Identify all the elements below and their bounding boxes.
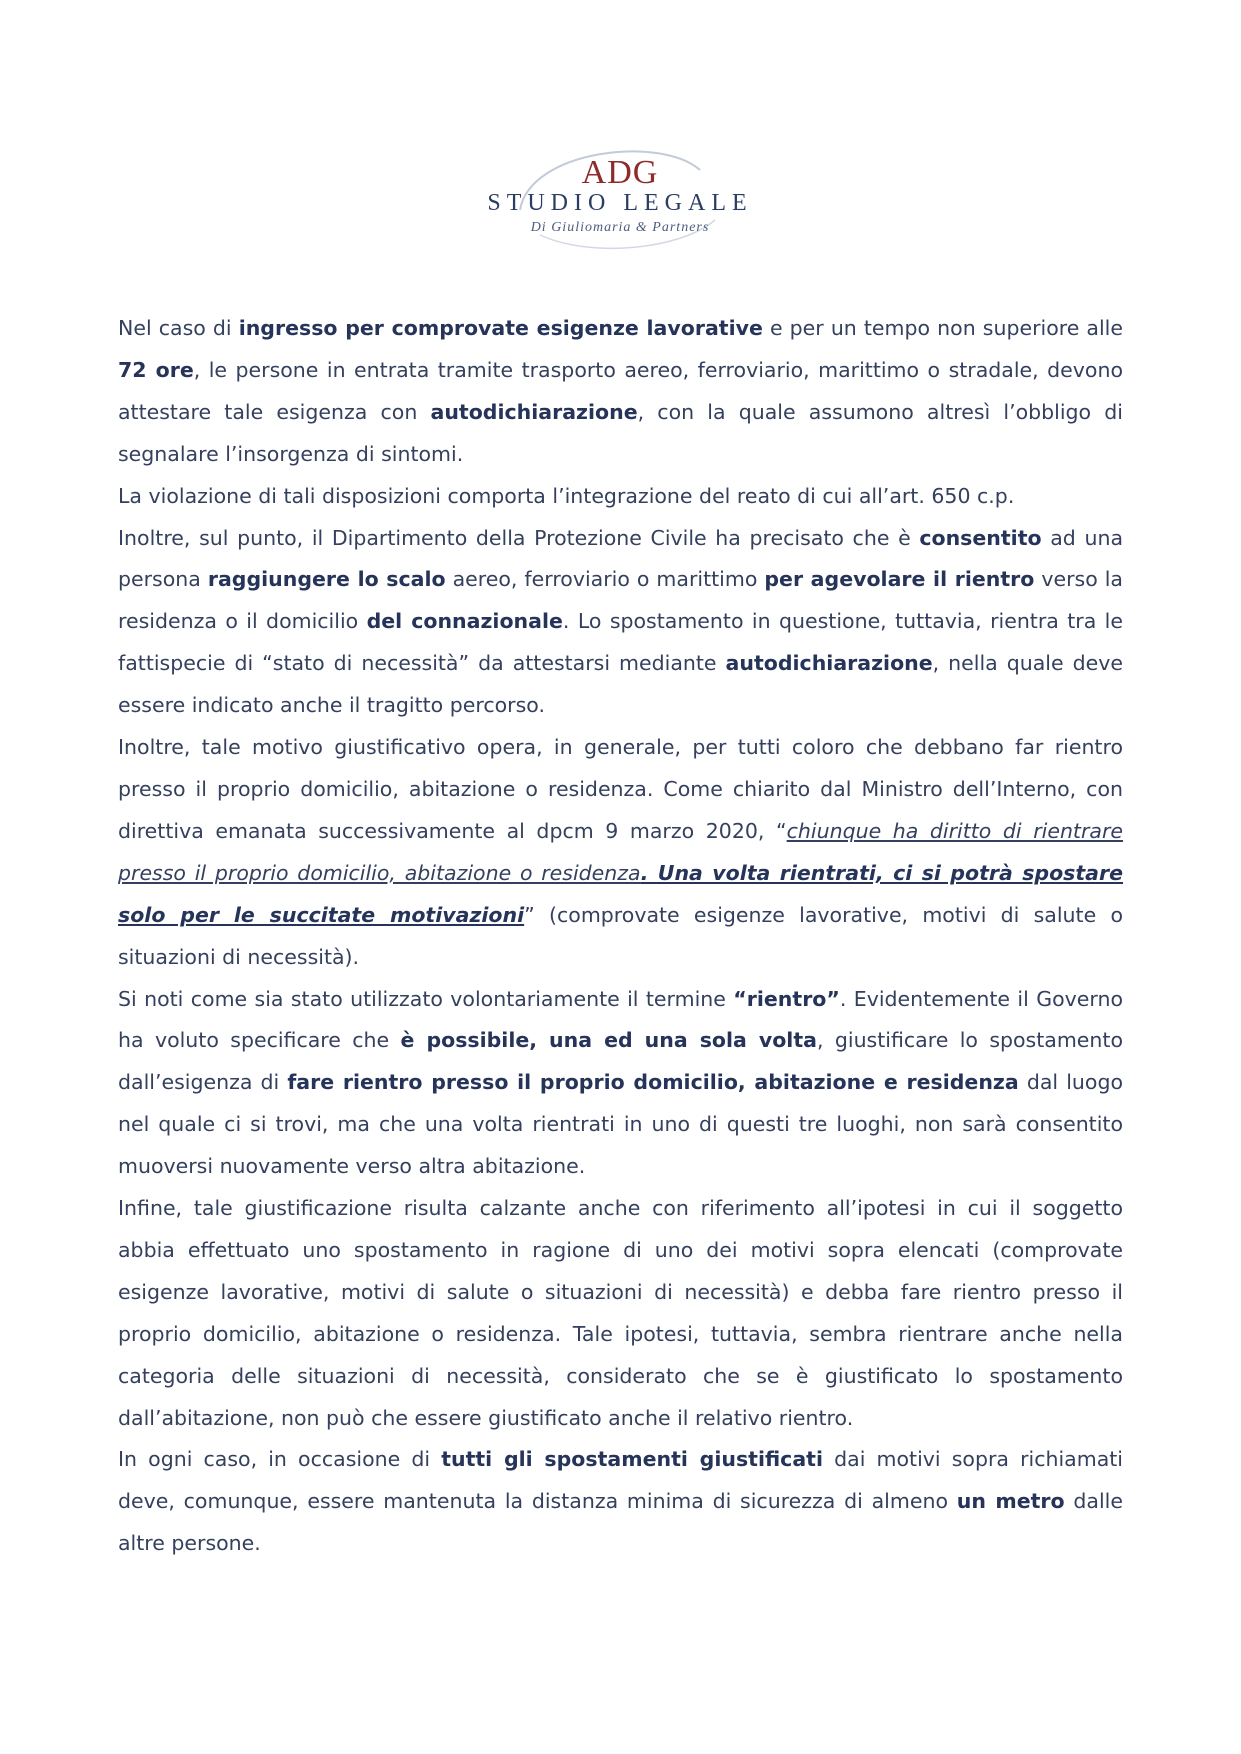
quoted-bold-underlined-text: . Una volta rientrati, ci si potrà spostare solo per le succitate motivazioni bbox=[118, 860, 1124, 927]
text: e per un tempo non superiore alle bbox=[762, 316, 1123, 340]
bold-text: “rientro” bbox=[733, 986, 840, 1011]
bold-text: per agevolare il rientro bbox=[764, 567, 1035, 592]
paragraph-1 bbox=[118, 308, 1123, 476]
bold-text: raggiungere lo scalo bbox=[207, 567, 446, 592]
text: Nel caso di bbox=[118, 316, 239, 340]
bold-text: fare rientro presso il proprio domicilio, abitazione e residenza bbox=[287, 1070, 1019, 1095]
paragraph-4 bbox=[118, 727, 1123, 978]
text: , con la quale assumono altresì l’obbligo di segnalare l’insorgenza di sintomi. bbox=[118, 399, 1123, 466]
bold-text: tutti gli spostamenti giustificati bbox=[441, 1447, 823, 1472]
paragraph-2: La violazione di tali disposizioni comporta l’integrazione del reato di cui all’art. 650 c.p. bbox=[118, 483, 1015, 508]
bold-text: è possibile, una ed una sola volta bbox=[400, 1028, 817, 1053]
text: . Evidentemente il Governo ha voluto specificare che bbox=[118, 986, 1123, 1053]
text: Si noti come sia stato utilizzato volontariamente il termine bbox=[118, 986, 734, 1011]
text: Inoltre, tale motivo giustificativo opera, in generale, per tutti coloro che debbano far rientro presso il proprio domicilio, abitazione o residenza. Come chiarito dal Ministro dell’Interno, con direttiva emanata successivamente al dpcm 9 marzo 2020, “ bbox=[118, 735, 1123, 843]
logo-firm-name: STUDIO LEGALE bbox=[487, 190, 753, 216]
firm-logo bbox=[460, 140, 780, 260]
text: aereo, ferroviario o marittimo bbox=[445, 567, 765, 592]
logo-initials: ADG bbox=[581, 154, 659, 191]
paragraph-7 bbox=[118, 1439, 1123, 1565]
bold-text: consentito bbox=[919, 525, 1042, 550]
text: dal luogo nel quale ci si trovi, ma che una volta rientrati in uno di questi tre luoghi, non sarà consentito muoversi nuovamente verso altra abitazione. bbox=[118, 1070, 1123, 1179]
text: dai motivi sopra richiamati deve, comunque, essere mantenuta la distanza minima di sicurezza di almeno bbox=[118, 1447, 1123, 1514]
bold-text: autodichiarazione bbox=[430, 399, 638, 424]
text: dalle altre persone. bbox=[118, 1489, 1123, 1556]
paragraph-6: Infine, tale giustificazione risulta calzante anche con riferimento all’ipotesi in cui il soggetto abbia effettuato uno spostamento in ragione di uno dei motivi sopra elencati (comprovate esigenze lavorative, motivi di salute o situazioni di necessità) e debba fare rientro presso il proprio domicilio, abitazione o residenza. Tale ipotesi, tuttavia, sembra rientrare anche nella categoria delle situazioni di necessità, considerato che se è giustificato lo spostamento dall’abitazione, non può che essere giustificato anche il relativo rientro. bbox=[118, 1196, 1123, 1430]
bold-text: ingresso per comprovate esigenze lavorative bbox=[238, 316, 763, 340]
text: Inoltre, sul punto, il Dipartimento della Protezione Civile ha precisato che è bbox=[118, 525, 920, 550]
paragraph-3 bbox=[118, 518, 1123, 728]
text: ” (comprovate esigenze lavorative, motivi di salute o situazioni di necessità). bbox=[118, 902, 1123, 969]
text: . Lo spostamento in questione, tuttavia, rientra tra le fattispecie di “stato di necessità” da attestarsi mediante bbox=[118, 609, 1123, 676]
text: In ogni caso, in occasione di bbox=[118, 1447, 442, 1472]
document-body bbox=[118, 308, 1123, 1565]
text: ad una persona bbox=[118, 525, 1124, 592]
quoted-underlined-text: chiunque ha diritto di rientrare presso il proprio domicilio, abitazione o residenza bbox=[118, 818, 1124, 885]
paragraph-5 bbox=[118, 979, 1123, 1189]
text: , giustificare lo spostamento dall’esigenza di bbox=[118, 1028, 1123, 1095]
text: , nella quale deve essere indicato anche il tragitto percorso. bbox=[118, 651, 1123, 718]
text: , le persone in entrata tramite trasporto aereo, ferroviario, marittimo o stradale, devono attestare tale esigenza con bbox=[118, 357, 1123, 424]
bold-text: un metro bbox=[956, 1489, 1065, 1514]
text: verso la residenza o il domicilio bbox=[118, 567, 1123, 634]
bold-text: del connazionale bbox=[366, 609, 563, 634]
logo-tagline: Di Giuliomaria & Partners bbox=[530, 220, 710, 235]
bold-text: 72 ore bbox=[118, 357, 194, 382]
bold-text: autodichiarazione bbox=[725, 651, 933, 676]
